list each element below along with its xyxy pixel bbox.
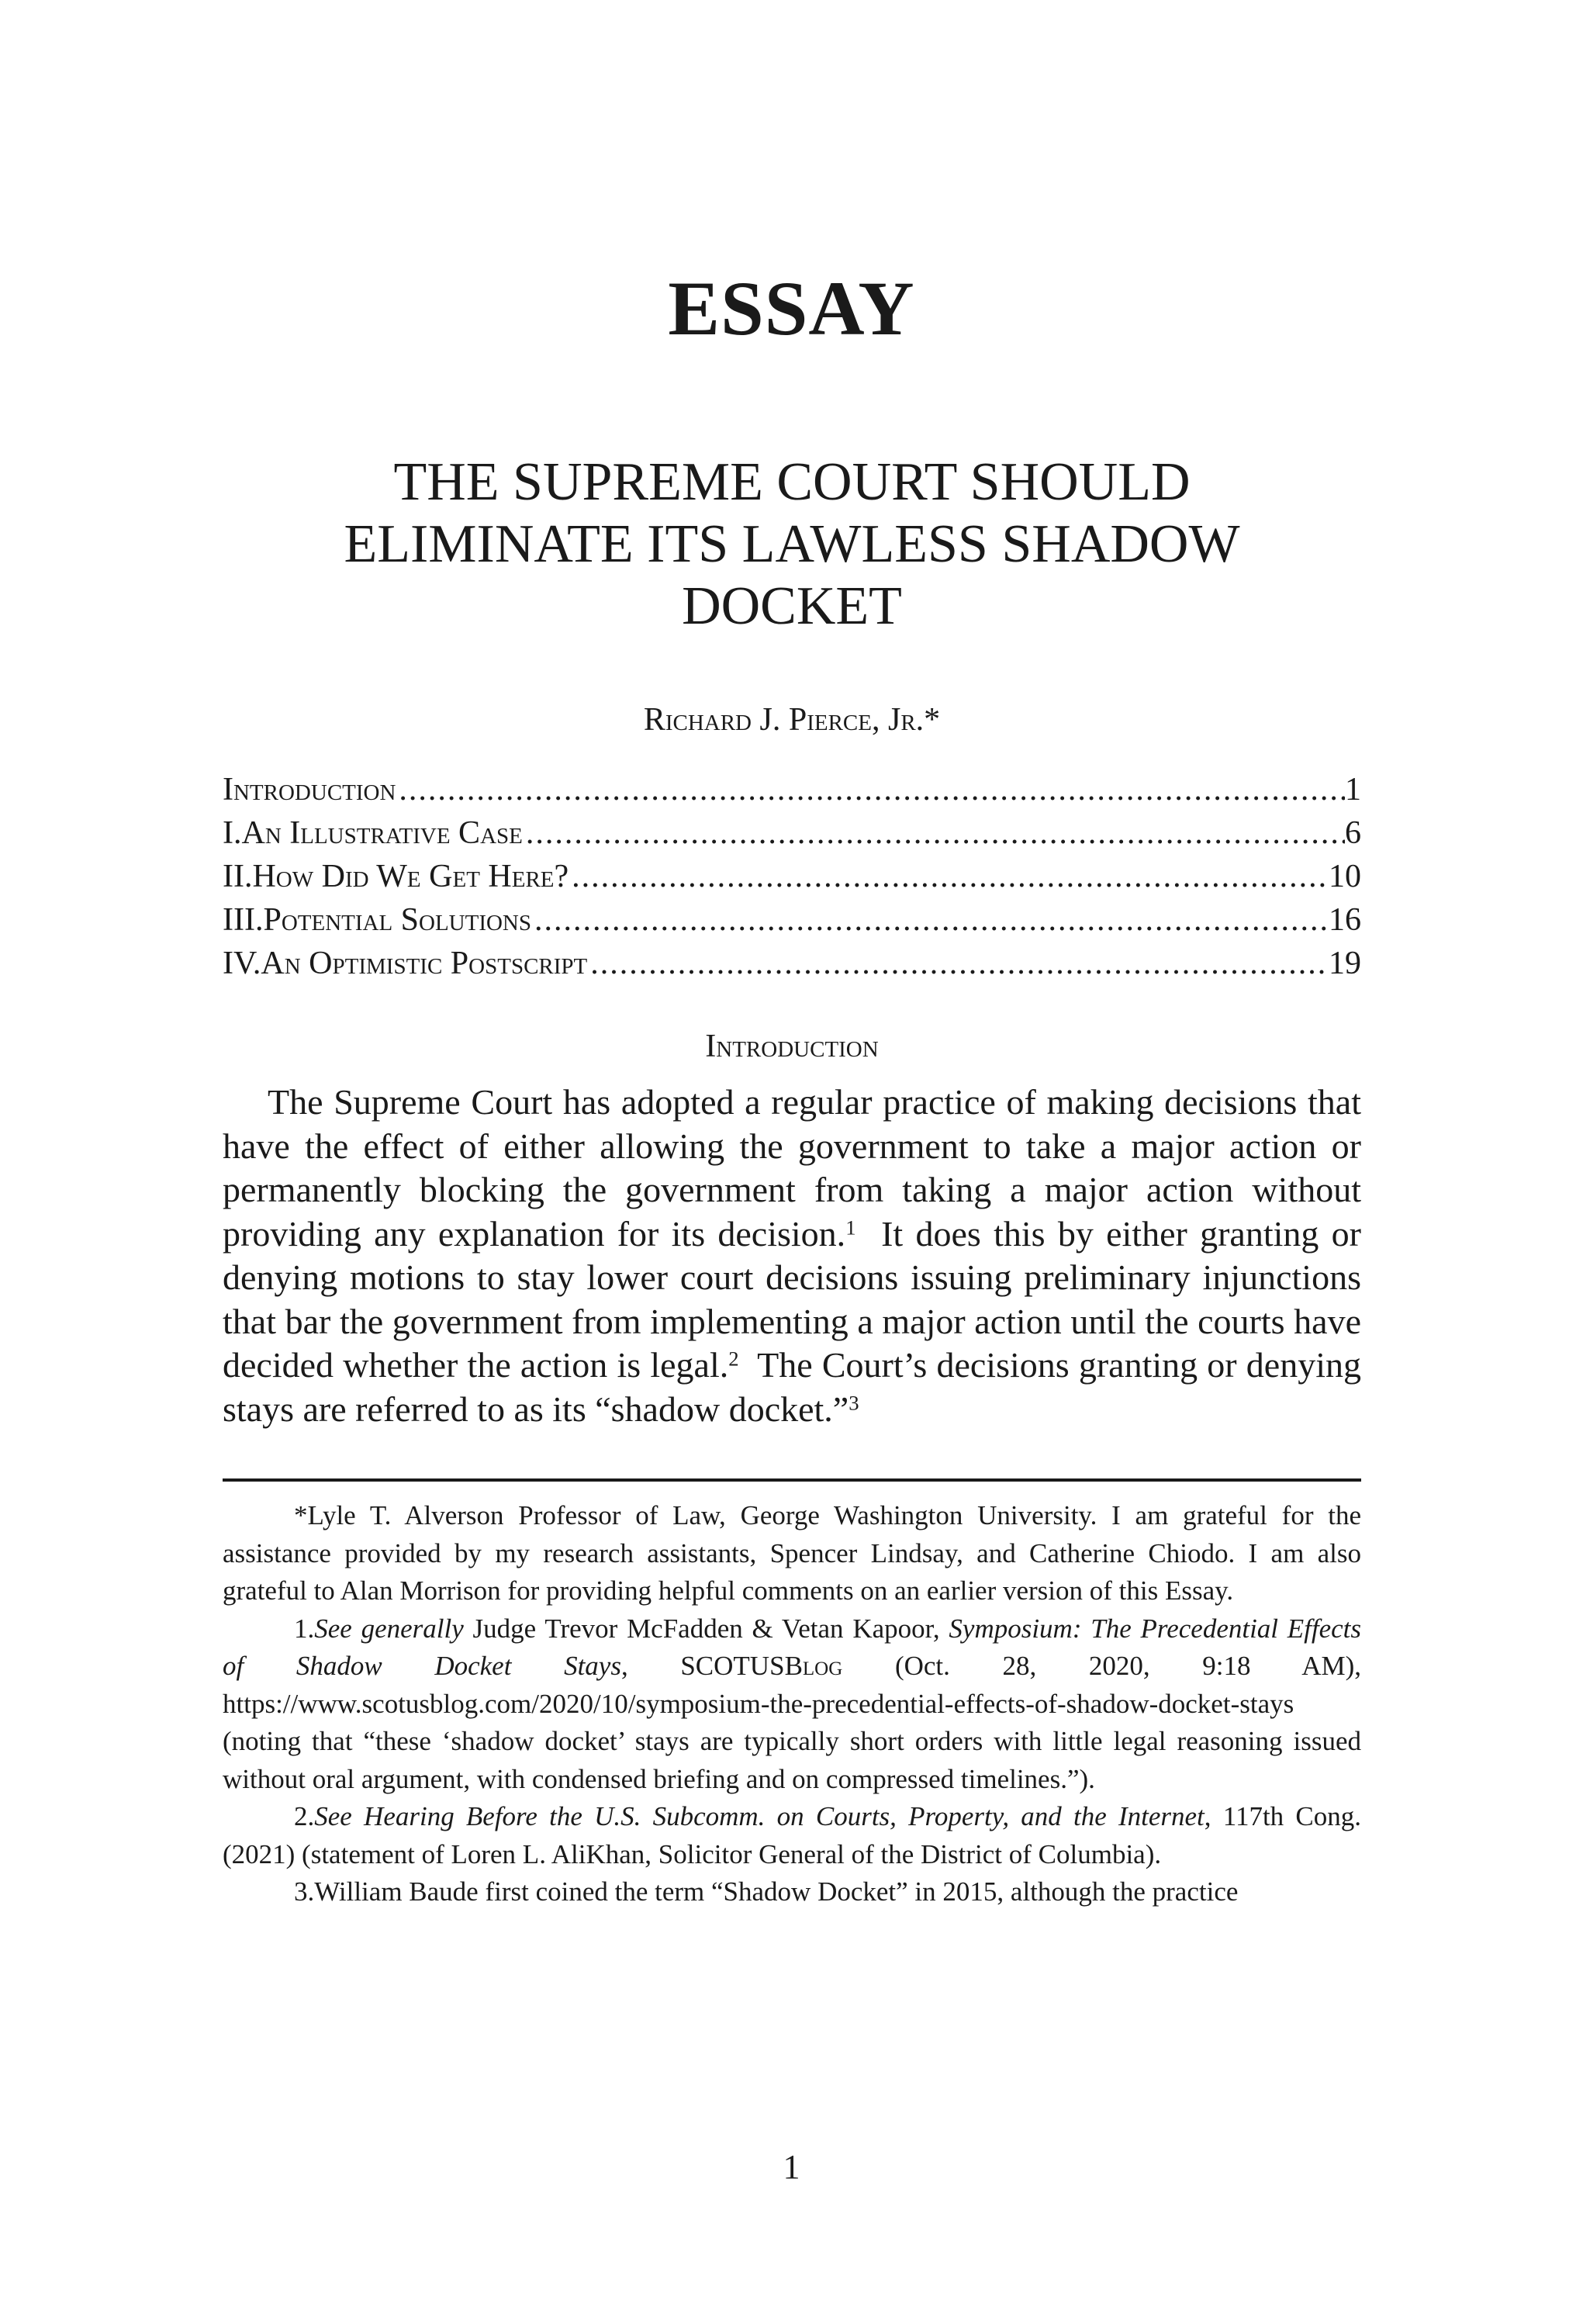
footnote-source-prefix: SCOTUS bbox=[680, 1651, 785, 1681]
section-heading-introduction: Introduction bbox=[705, 1029, 879, 1064]
article-title bbox=[223, 451, 1361, 638]
footnote-citation: , 117th Cong. (2021) (statement of Loren L. AliKhan, Solicitor General of the District of Columbia). bbox=[223, 1801, 1361, 1869]
toc-entry[interactable] bbox=[223, 945, 1361, 988]
toc-entry[interactable] bbox=[223, 858, 1361, 901]
toc-leader-dots bbox=[531, 901, 1329, 939]
footnote-1: 1.See generally Judge Trevor McFadden & Vetan Kapoor, Symposium: The Precedential Effects of Shadow Docket Stays, SCOTUSBlog (Oct. 28, 2020, 9:18 AM), https://www.scotusblog.com/2020/10/symposium-the-precedential-effects-of-shadow-docket-stays (noting that “these ‘shadow docket’ stays are typically short orders with little legal reasoning issued without oral argument, with condensed briefing and on compressed timelines.”). bbox=[223, 1610, 1361, 1799]
footnote-article-title: Symposium: The Precedential Effects of Shadow Docket Stays bbox=[223, 1613, 1362, 1681]
footnote-number: 1. bbox=[294, 1613, 315, 1644]
title-line-1: THE SUPREME COURT SHOULD bbox=[393, 452, 1191, 512]
toc-entry-page: 1 bbox=[1345, 772, 1361, 808]
toc-leader-dots bbox=[569, 858, 1329, 895]
toc-leader-dots bbox=[523, 814, 1345, 852]
page-number: 1 bbox=[783, 2148, 800, 2186]
footnote-authors: Judge Trevor McFadden & Vetan Kapoor, bbox=[472, 1613, 940, 1644]
toc-entry-label: I.An Illustrative Case bbox=[223, 815, 523, 851]
toc-entry[interactable] bbox=[223, 771, 1361, 814]
body-text-segment: The Court’s decisions granting or denying stays are referred to as its “shadow docket.” bbox=[223, 1345, 1361, 1429]
toc-entry-page: 6 bbox=[1345, 815, 1361, 851]
table-of-contents bbox=[223, 771, 1361, 988]
footnote-3 bbox=[223, 1873, 1361, 1911]
toc-entry-page: 19 bbox=[1329, 946, 1361, 981]
title-line-3: DOCKET bbox=[682, 576, 902, 636]
footnote-hearing-title: See Hearing Before the U.S. Subcomm. on Courts, Property, and the Internet bbox=[314, 1801, 1205, 1831]
footnote-source bbox=[680, 1651, 842, 1681]
toc-entry-page: 10 bbox=[1329, 859, 1361, 894]
footnote-signal: See generally bbox=[314, 1613, 464, 1644]
footnotes bbox=[223, 1497, 1361, 1911]
body-paragraph bbox=[223, 1081, 1361, 1431]
footnote-2 bbox=[223, 1798, 1361, 1873]
footnote-number: 2. bbox=[294, 1801, 315, 1831]
toc-leader-dots bbox=[587, 945, 1329, 982]
footnote-marker: * bbox=[294, 1500, 308, 1530]
footnote-author bbox=[223, 1497, 1361, 1610]
toc-entry-label: Introduction bbox=[223, 772, 396, 808]
toc-entry-label: II.How Did We Get Here? bbox=[223, 859, 569, 894]
footnote-divider bbox=[223, 1478, 1361, 1482]
toc-entry-label: III.Potential Solutions bbox=[223, 902, 532, 938]
toc-entry[interactable] bbox=[223, 814, 1361, 858]
toc-leader-dots bbox=[396, 771, 1345, 808]
footnote-number: 3. bbox=[294, 1876, 315, 1907]
footnote-ref-3[interactable]: 3 bbox=[849, 1390, 859, 1414]
author-byline: Richard J. Pierce, Jr.* bbox=[643, 702, 941, 738]
footnote-text: Lyle T. Alverson Professor of Law, George Washington University. I am grateful for the assistance provided by my research assistants, Spencer Lindsay, and Catherine Chiodo. I am also grateful to Alan Morrison for providing helpful comments on an earlier version of this Essay. bbox=[223, 1500, 1361, 1606]
toc-entry[interactable] bbox=[223, 901, 1361, 945]
title-line-2: ELIMINATE ITS LAWLESS SHADOW bbox=[344, 514, 1240, 574]
footnote-citation: (Oct. 28, 2020, 9:18 AM), https://www.scotusblog.com/2020/10/symposium-the-precedential-effects-of-shadow-docket-stays (noting that “these ‘shadow docket’ stays are typically short orders with little legal reasoning issued without oral argument, with condensed briefing and on compressed timelines.”). bbox=[223, 1651, 1361, 1794]
footnote-text: William Baude first coined the term “Shadow Docket” in 2015, although the practice bbox=[314, 1876, 1239, 1907]
toc-entry-label: IV.An Optimistic Postscript bbox=[223, 946, 588, 981]
body-text-segment: It does this by either granting or denying motions to stay lower court decisions issuing preliminary injunctions that bar the government from implementing a major action until the courts have decided whether the action is legal. bbox=[223, 1213, 1361, 1385]
footnote-source-suffix: Blog bbox=[784, 1651, 843, 1681]
toc-entry-page: 16 bbox=[1329, 902, 1361, 938]
essay-label: ESSAY bbox=[668, 265, 915, 351]
footnote-ref-1[interactable]: 1 bbox=[845, 1215, 856, 1239]
footnote-ref-2[interactable]: 2 bbox=[728, 1347, 739, 1371]
body-text-segment: The Supreme Court has adopted a regular practice of making decisions that have the effect of either allowing the government to take a major action or permanently blocking the government from taking a major action without providing any explanation for its decision. bbox=[223, 1082, 1361, 1254]
